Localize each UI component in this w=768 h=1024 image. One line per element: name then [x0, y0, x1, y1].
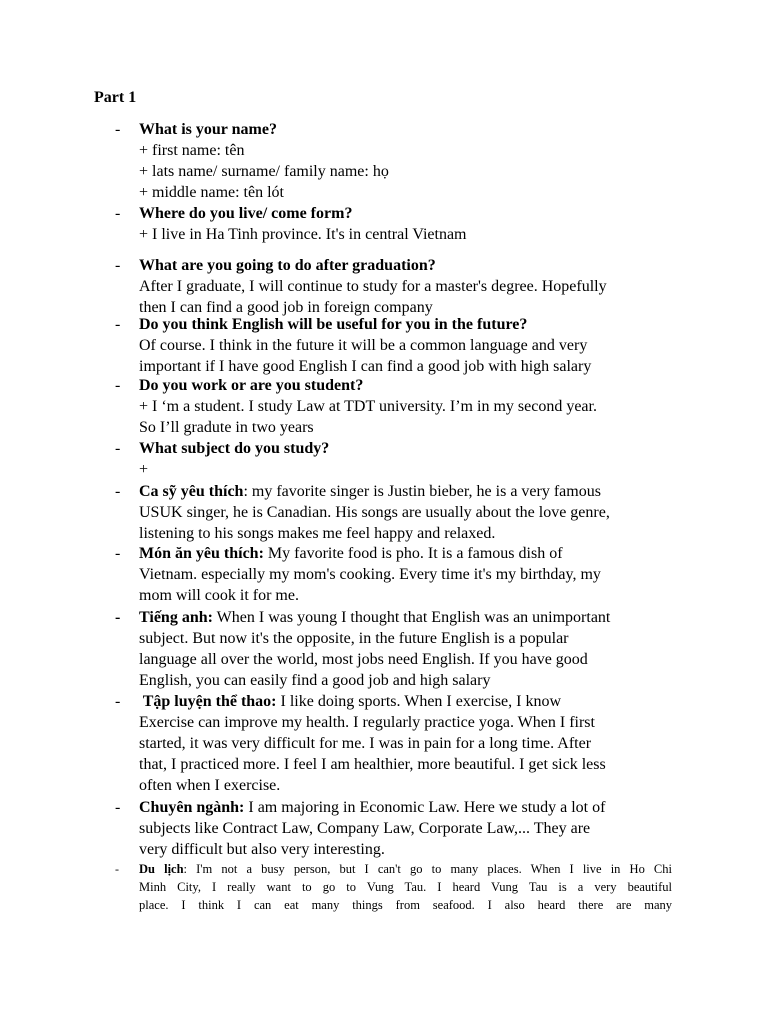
list-dash: -	[115, 121, 121, 138]
list-dash: -	[115, 693, 121, 710]
first-line-text: : my favorite singer is Justin bieber, he is a very famous	[243, 483, 601, 500]
list-item-body	[139, 607, 679, 691]
list-item-body	[139, 797, 679, 860]
first-line-text: My favorite food is pho. It is a famous dish of	[263, 545, 563, 562]
topic-label: Chuyên ngành:	[139, 799, 245, 816]
answer-line: + lats name/ surname/ family name: họ	[139, 163, 389, 180]
question-text: What is your name?	[139, 121, 277, 138]
answer-line: +	[139, 461, 149, 478]
list-item-body	[139, 203, 679, 245]
answer-line: language all over the world, most jobs need English. If you have good	[139, 651, 588, 668]
list-dash: -	[115, 377, 121, 394]
answer-line: English, you can easily find a good job and high salary	[139, 672, 491, 689]
list-dash: -	[115, 545, 121, 562]
answer-line: + first name: tên	[139, 142, 245, 159]
first-line	[139, 481, 679, 502]
answer-line: subjects like Contract Law, Company Law, Corporate Law,... They are	[139, 820, 591, 837]
answer-line: often when I exercise.	[139, 777, 281, 794]
first-line	[139, 543, 679, 564]
answer-line: then I can find a good job in foreign company	[139, 299, 433, 316]
answer-line: Exercise can improve my health. I regularly practice yoga. When I first	[139, 714, 595, 731]
question-text: What subject do you study?	[139, 440, 330, 457]
answer-line: USUK singer, he is Canadian. His songs are usually about the love genre,	[139, 504, 610, 521]
answer-line: Vietnam. especially my mom's cooking. Every time it's my birthday, my	[139, 566, 601, 583]
question-text: Where do you live/ come form?	[139, 205, 353, 222]
list-dash: -	[115, 862, 119, 876]
question-text: Do you think English will be useful for you in the future?	[139, 316, 528, 333]
first-line	[139, 691, 679, 712]
answer-line: After I graduate, I will continue to study for a master's degree. Hopefully	[139, 278, 607, 295]
topic-label: Du lịch	[139, 862, 184, 876]
list-dash: -	[115, 205, 121, 222]
list-dash: -	[115, 257, 121, 274]
answer-line: very difficult but also very interesting.	[139, 841, 385, 858]
answer-line: that, I practiced more. I feel I am healthier, more beautiful. I get sick less	[139, 756, 606, 773]
question-text: Do you work or are you student?	[139, 377, 364, 394]
answer-line: + I ‘m a student. I study Law at TDT university. I’m in my second year.	[139, 398, 597, 415]
topic-label: Ca sỹ yêu thích	[139, 483, 244, 500]
answer-line: Minh City, I really want to go to Vung Tau. I heard Vung Tau is a very beautiful	[139, 880, 672, 894]
list-dash: -	[115, 316, 121, 333]
first-line-text: I am majoring in Economic Law. Here we study a lot of	[244, 799, 606, 816]
list-item-body	[139, 438, 679, 480]
answer-line: mom will cook it for me.	[139, 587, 299, 604]
list-dash: -	[115, 799, 121, 816]
answer-line: Of course. I think in the future it will be a common language and very	[139, 337, 588, 354]
part-heading: Part 1	[94, 89, 137, 106]
first-line	[139, 797, 679, 818]
list-item-body	[139, 314, 679, 377]
answer-line: important if I have good English I can find a good job with high salary	[139, 358, 592, 375]
topic-label: Tiếng anh:	[139, 609, 213, 626]
question-text: What are you going to do after graduation?	[139, 257, 436, 274]
list-dash: -	[115, 609, 121, 626]
answer-line: place. I think I can eat many things from seafood. I also heard there are many	[139, 898, 672, 912]
list-item-body	[139, 119, 679, 203]
list-item-body	[139, 543, 679, 606]
first-line	[139, 607, 679, 628]
answer-line: + middle name: tên lót	[139, 184, 284, 201]
first-line-text: I like doing sports. When I exercise, I know	[276, 693, 562, 710]
list-item-body	[139, 375, 679, 438]
list-item-body	[139, 255, 679, 318]
list-item-body	[139, 860, 672, 914]
first-line-text: : I'm not a busy person, but I can't go to many places. When I live in Ho Chi	[183, 862, 672, 876]
answer-line: So I’ll gradute in two years	[139, 419, 314, 436]
topic-label: Món ăn yêu thích:	[139, 545, 264, 562]
answer-line: + I live in Ha Tinh province. It's in central Vietnam	[139, 226, 467, 243]
answer-line: listening to his songs makes me feel happy and relaxed.	[139, 525, 496, 542]
first-line	[139, 860, 672, 878]
answer-line: started, it was very difficult for me. I was in pain for a long time. After	[139, 735, 592, 752]
list-item-body	[139, 481, 679, 544]
answer-line: subject. But now it's the opposite, in the future English is a popular	[139, 630, 569, 647]
list-dash: -	[115, 440, 121, 457]
list-item-body	[139, 691, 679, 796]
first-line-text: When I was young I thought that English was an unimportant	[212, 609, 611, 626]
topic-label: Tập luyện thể thao:	[139, 693, 277, 710]
list-dash: -	[115, 483, 121, 500]
